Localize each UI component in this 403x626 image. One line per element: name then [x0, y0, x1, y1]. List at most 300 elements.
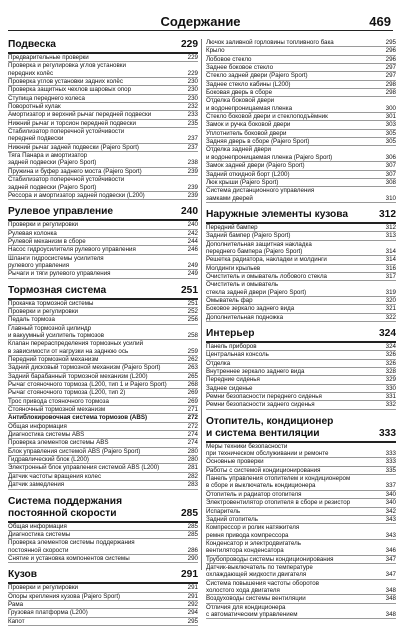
- toc-entry[interactable]: [206, 297, 396, 305]
- entry-title: Рычаг стояночного тормоза (L200, тип 1 и Pajero Sport): [8, 381, 167, 389]
- entry-page: 305: [385, 138, 396, 146]
- entry-title: Амортизатор и верхний рычаг передней подвески: [8, 111, 152, 119]
- entry-page: 271: [187, 406, 198, 414]
- toc-entry[interactable]: [8, 144, 198, 152]
- entry-title: Рулевой механизм в сборе: [8, 237, 86, 245]
- section-heading[interactable]: [206, 416, 396, 443]
- entry-title: Передние сиденья: [206, 376, 260, 384]
- toc-entry[interactable]: [206, 475, 396, 491]
- entry-title: Рессора и амортизатор задней подвески (L200): [8, 191, 145, 199]
- entry-page: 310: [385, 194, 396, 202]
- toc-entry[interactable]: [206, 343, 396, 351]
- toc-entry[interactable]: [206, 187, 396, 203]
- entry-title: Предварительные проверки: [8, 54, 89, 61]
- section-title: Интерьер: [206, 328, 255, 339]
- section-title: Отопитель, кондиционер и система вентиляции: [206, 415, 334, 439]
- toc-entry[interactable]: [8, 54, 198, 62]
- entry-title: Проверки и регулировки: [8, 584, 78, 592]
- entry-page: 337: [385, 482, 396, 490]
- entry-page: 298: [385, 80, 396, 88]
- entry-title: Проверка и регулировка углов установки передних колёс: [8, 62, 126, 77]
- entry-page: 249: [187, 261, 198, 269]
- entry-title: Основные проверки: [206, 458, 264, 466]
- toc-entry[interactable]: [206, 458, 396, 466]
- toc-entry[interactable]: [8, 238, 198, 246]
- entry-page: 239: [187, 191, 198, 199]
- entry-page: 347: [385, 555, 396, 563]
- entry-title: Капот: [8, 617, 25, 625]
- entry-title: Решетка радиатора, накладки и молдинги: [206, 256, 327, 264]
- entry-title: Трос привода стояночного тормоза: [8, 397, 109, 405]
- entry-page: 269: [187, 389, 198, 397]
- toc-entry[interactable]: [206, 256, 396, 264]
- entry-page: 326: [385, 351, 396, 359]
- toc-entry[interactable]: [8, 439, 198, 447]
- entry-page: 347: [385, 571, 396, 579]
- toc-entry[interactable]: [8, 356, 198, 364]
- entry-title: Датчик-выключатель по температуре охлаждающей жидкости двигателя: [206, 563, 313, 579]
- toc-entry[interactable]: [8, 255, 198, 271]
- entry-title: Насос гидроусилителя рулевого управления: [8, 246, 136, 254]
- toc-entry[interactable]: [206, 224, 396, 232]
- toc-entry[interactable]: [8, 230, 198, 238]
- entry-title: Боковое зеркало заднего вида: [206, 305, 295, 313]
- entry-title: Боковая дверь в сборе: [206, 89, 273, 97]
- entry-page: 312: [385, 223, 396, 231]
- toc-entry[interactable]: [8, 62, 198, 78]
- toc-entry[interactable]: [206, 376, 396, 384]
- toc-entry[interactable]: [8, 120, 198, 128]
- toc-entry[interactable]: [8, 308, 198, 316]
- page-header: [8, 14, 393, 31]
- entry-title: Отличия для кондиционера с автоматическим управлением: [206, 603, 298, 618]
- entry-page: 280: [187, 456, 198, 464]
- column-divider: [201, 39, 202, 570]
- entry-page: 237: [187, 143, 198, 151]
- entry-title: Крыло: [206, 47, 225, 55]
- section-page: 324: [379, 328, 396, 339]
- entry-title: Нижний рычаг и торсион передней подвески: [8, 119, 136, 127]
- section-title: Тормозная система: [8, 284, 107, 296]
- entry-page: 285: [187, 522, 198, 530]
- toc-entry[interactable]: [8, 325, 198, 341]
- entry-title: Система дистанционного управления замками дверей: [206, 187, 315, 202]
- toc-entry[interactable]: [206, 499, 396, 507]
- entry-page: 335: [385, 466, 396, 474]
- entry-page: 258: [187, 331, 198, 339]
- toc-entry[interactable]: [8, 270, 198, 278]
- entry-page: 239: [187, 167, 198, 175]
- entry-page: 295: [187, 617, 198, 625]
- entry-page: 283: [187, 481, 198, 489]
- toc-entry[interactable]: [206, 138, 396, 146]
- entry-page: 281: [187, 464, 198, 472]
- toc-entry[interactable]: [206, 443, 396, 459]
- entry-page: 300: [385, 104, 396, 112]
- entry-title: Проверка элементов системы поддержания постоянной скорости: [8, 539, 135, 554]
- entry-title: Датчик частоты вращения колес: [8, 472, 102, 480]
- toc-entry[interactable]: [206, 305, 396, 313]
- toc-entry[interactable]: [206, 393, 396, 401]
- entry-page: 294: [187, 609, 198, 617]
- entry-title: Люк крыши (Pajero Sport): [206, 178, 279, 186]
- toc-entry[interactable]: [206, 179, 396, 187]
- toc-entry[interactable]: [206, 162, 396, 170]
- entry-title: Задний барабанный тормозной механизм (L200): [8, 372, 148, 380]
- section-title: Кузов: [8, 569, 38, 581]
- entry-title: Общая информация: [8, 422, 67, 430]
- entry-title: Диагностика системы: [8, 530, 71, 538]
- toc-entry[interactable]: [206, 385, 396, 393]
- toc-entry[interactable]: [206, 368, 396, 376]
- entry-title: Проверки и регулировки: [8, 221, 78, 229]
- entry-page: 246: [187, 246, 198, 254]
- toc-entry[interactable]: [8, 584, 198, 592]
- entry-title: Стекло боковой двери и стеклоподъёмник: [206, 113, 328, 121]
- toc-entry[interactable]: [8, 95, 198, 103]
- entry-page: 230: [187, 86, 198, 94]
- entry-page: 259: [187, 347, 198, 355]
- toc-subsection[interactable]: [8, 414, 198, 422]
- toc-entry[interactable]: [206, 508, 396, 516]
- entry-page: 235: [187, 119, 198, 127]
- toc-entry[interactable]: [206, 401, 396, 409]
- toc-entry[interactable]: [206, 81, 396, 89]
- entry-title: Стабилизатор поперечной устойчивости передней подвески: [8, 128, 125, 143]
- entry-page: 229: [187, 54, 198, 61]
- toc-entry[interactable]: [8, 300, 198, 308]
- entry-title: Внутреннее зеркало заднего вида: [206, 368, 305, 376]
- entry-title: Прокачка тормозной системы: [8, 299, 94, 307]
- section-page: 229: [181, 39, 198, 50]
- toc-left-column: [8, 39, 198, 626]
- entry-title: Электронный блок управления системой ABS (L200): [8, 464, 160, 472]
- entry-page: 285: [187, 530, 198, 538]
- toc-entry[interactable]: [206, 146, 396, 162]
- entry-page: 232: [187, 103, 198, 111]
- page-number: 469: [369, 14, 391, 29]
- toc-entry[interactable]: [8, 593, 198, 601]
- entry-page: 229: [187, 69, 198, 77]
- entry-title: Рычаги и тяги рулевого управления: [8, 270, 111, 278]
- entry-title: Заднее боковое стекло: [206, 64, 274, 72]
- entry-page: 240: [187, 221, 198, 229]
- toc-entry[interactable]: [206, 56, 396, 64]
- entry-title: Очиститель и омыватель лобового стекла: [206, 272, 327, 280]
- section-heading[interactable]: [206, 209, 396, 224]
- toc-entry[interactable]: [8, 609, 198, 617]
- entry-page: 308: [385, 178, 396, 186]
- toc-entry[interactable]: [206, 241, 396, 257]
- toc-entry[interactable]: [206, 540, 396, 556]
- entry-page: 230: [187, 78, 198, 86]
- section-heading[interactable]: [8, 569, 198, 584]
- toc-entry[interactable]: [8, 531, 198, 539]
- entry-page: 274: [187, 431, 198, 439]
- entry-title: Стекло задней двери (Pajero Sport): [206, 72, 308, 80]
- toc-entry[interactable]: [8, 78, 198, 86]
- toc-entry[interactable]: [206, 314, 396, 322]
- entry-page: 340: [385, 490, 396, 498]
- entry-title: Стабилизатор поперечной устойчивости задней подвески (Pajero Sport): [8, 176, 125, 191]
- entry-title: Воздуховоды системы вентиляции: [206, 595, 306, 603]
- entry-page: 343: [385, 531, 396, 539]
- toc-entry[interactable]: [206, 232, 396, 240]
- toc-entry[interactable]: [206, 97, 396, 113]
- toc-entry[interactable]: [8, 86, 198, 94]
- entry-page: 272: [187, 414, 198, 422]
- toc-entry[interactable]: [8, 373, 198, 381]
- toc-entry[interactable]: [206, 171, 396, 179]
- entry-title: Омыватель фар: [206, 296, 253, 304]
- entry-title: Передний тормозной механизм: [8, 356, 99, 363]
- toc-entry[interactable]: [206, 360, 396, 368]
- entry-page: 322: [385, 313, 396, 321]
- toc-entry[interactable]: [206, 72, 396, 80]
- section-title: Наружные элементы кузова: [206, 208, 349, 220]
- toc-entry[interactable]: [206, 556, 396, 564]
- toc-entry[interactable]: [8, 398, 198, 406]
- entry-title: Проверка элементов системы ABS: [8, 439, 109, 447]
- entry-page: 291: [187, 584, 198, 592]
- entry-title: Молдинги крыльев: [206, 264, 261, 272]
- toc-entry[interactable]: [8, 340, 198, 356]
- toc-entry[interactable]: [8, 389, 198, 397]
- toc-entry[interactable]: [206, 604, 396, 620]
- entry-title: Гидравлический блок (L200): [8, 456, 89, 464]
- entry-title: Грузовая платформа (L200): [8, 609, 88, 617]
- toc-entry[interactable]: [8, 364, 198, 372]
- entry-page: 330: [385, 384, 396, 392]
- entry-page: 290: [187, 554, 198, 562]
- entry-page: 282: [187, 472, 198, 480]
- toc-entry[interactable]: [8, 464, 198, 472]
- toc-entry[interactable]: [8, 555, 198, 563]
- entry-title: Конденсатор и электродвигатель вентилятора конденсатора: [206, 539, 301, 555]
- entry-page: 307: [385, 170, 396, 178]
- toc-entry[interactable]: [8, 103, 198, 111]
- toc-entry[interactable]: [8, 523, 198, 531]
- toc-entry[interactable]: [8, 539, 198, 555]
- entry-page: 242: [187, 229, 198, 237]
- section-page: 251: [181, 284, 198, 296]
- toc-entry[interactable]: [8, 423, 198, 431]
- toc-entry[interactable]: [206, 595, 396, 603]
- entry-page: 233: [187, 111, 198, 119]
- toc-entry[interactable]: [8, 456, 198, 464]
- entry-page: 329: [385, 376, 396, 384]
- toc-entry[interactable]: [8, 221, 198, 229]
- entry-title: Дополнительная защитная накладка переднего бампера (Pajero Sport): [206, 240, 312, 255]
- entry-page: 314: [385, 247, 396, 255]
- entry-page: 348: [385, 595, 396, 603]
- entry-title: Дополнительная подножка: [206, 313, 284, 321]
- toc-entry[interactable]: [206, 121, 396, 129]
- entry-title: Отопитель и радиатор отопителя: [206, 490, 302, 498]
- entry-title: Диагностика системы ABS: [8, 431, 85, 439]
- entry-page: 331: [385, 393, 396, 401]
- toc-entry[interactable]: [206, 351, 396, 359]
- entry-page: 319: [385, 288, 396, 296]
- entry-title: Ремни безопасности заднего сиденья: [206, 401, 315, 409]
- entry-page: 314: [385, 256, 396, 264]
- entry-page: 326: [385, 359, 396, 367]
- entry-page: 297: [385, 72, 396, 80]
- entry-page: 265: [187, 372, 198, 380]
- entry-title: Педаль тормоза: [8, 316, 55, 324]
- entry-page: 320: [385, 296, 396, 304]
- entry-page: 297: [385, 64, 396, 72]
- entry-page: 272: [187, 422, 198, 430]
- entry-page: 316: [385, 264, 396, 272]
- toc-entry[interactable]: [8, 111, 198, 119]
- entry-page: 262: [187, 356, 198, 363]
- toc-entry[interactable]: [8, 192, 198, 200]
- section-heading[interactable]: [8, 285, 198, 300]
- toc-entry[interactable]: [8, 152, 198, 168]
- entry-title: Пружина и буфер заднего моста (Pajero Sport): [8, 167, 142, 175]
- section-heading[interactable]: [206, 328, 396, 343]
- entry-title: Проверка защитных чехлов шаровых опор: [8, 86, 132, 94]
- entry-title: Задний отопитель: [206, 515, 258, 523]
- toc-entry[interactable]: [8, 168, 198, 176]
- entry-page: 286: [187, 546, 198, 554]
- entry-title: Проверка углов установки задних колёс: [8, 78, 123, 86]
- entry-title: Уплотнитель боковой двери: [206, 129, 287, 137]
- entry-title: Блок управления системой ABS (Pajero Sport): [8, 447, 141, 455]
- entry-title: Система повышения частоты оборотов холостого хода двигателя: [206, 579, 320, 594]
- entry-page: 348: [385, 586, 396, 594]
- entry-title: Главный тормозной цилиндр и вакуумный усилитель тормозов: [8, 324, 104, 339]
- entry-title: Задний бампер (Pajero Sport): [206, 232, 291, 240]
- section-heading[interactable]: [8, 496, 198, 523]
- entry-title: Рама: [8, 600, 24, 608]
- entry-title: Опоры крепления кузова (Pajero Sport): [8, 592, 121, 600]
- toc-entry[interactable]: [206, 39, 396, 47]
- toc-entry[interactable]: [8, 316, 198, 324]
- entry-page: 348: [385, 610, 396, 618]
- entry-page: 332: [385, 401, 396, 409]
- section-page: 240: [181, 206, 198, 218]
- entry-title: Проверки и регулировки: [8, 307, 78, 315]
- entry-title: Компрессор и ролик натяжителя ремня привода компрессора: [206, 524, 300, 539]
- entry-page: 306: [385, 153, 396, 161]
- toc-entry[interactable]: [206, 64, 396, 72]
- toc-entry[interactable]: [206, 580, 396, 596]
- entry-title: Замок задней двери (Pajero Sport): [206, 162, 305, 170]
- toc-entry[interactable]: [8, 601, 198, 609]
- entry-title: Передний бампер: [206, 223, 258, 231]
- toc-entry[interactable]: [8, 431, 198, 439]
- entry-page: 340: [385, 499, 396, 507]
- entry-page: 342: [385, 507, 396, 515]
- entry-page: 251: [187, 299, 198, 307]
- entry-page: 256: [187, 316, 198, 324]
- entry-page: 237: [187, 135, 198, 143]
- toc-entry[interactable]: [8, 618, 198, 626]
- toc-entry[interactable]: [206, 467, 396, 475]
- entry-title: Тяга Панара и амортизатор задней подвески (Pajero Sport): [8, 152, 97, 167]
- entry-page: 317: [385, 272, 396, 280]
- entry-page: 313: [385, 232, 396, 240]
- entry-page: 268: [187, 381, 198, 389]
- entry-title: Заднее сиденье: [206, 384, 253, 392]
- entry-page: 239: [187, 183, 198, 191]
- entry-page: 298: [385, 89, 396, 97]
- toc-entry[interactable]: [8, 406, 198, 414]
- entry-page: 346: [385, 547, 396, 555]
- entry-page: 324: [385, 343, 396, 350]
- entry-title: Ремни безопасности переднего сиденья: [206, 393, 322, 401]
- toc-entry[interactable]: [8, 473, 198, 481]
- entry-page: 291: [187, 592, 198, 600]
- entry-title: Заднее стекло кабины (L200): [206, 80, 291, 88]
- section-title: Рулевое управление: [8, 206, 114, 218]
- entry-title: Отделка задней двери и водонепроницаемая пленка (Pajero Sport): [206, 146, 333, 161]
- section-page: 312: [379, 208, 396, 220]
- entry-title: Лючок заливной горловины топливного бака: [206, 39, 334, 46]
- toc-entry[interactable]: [206, 273, 396, 281]
- entry-title: Панель приборов: [206, 343, 257, 350]
- entry-title: Снятие и установка компонентов системы: [8, 554, 130, 562]
- entry-title: Центральная консоль: [206, 351, 269, 359]
- toc-entry[interactable]: [206, 516, 396, 524]
- entry-title: Задний откидной борт (L200): [206, 170, 290, 178]
- toc-entry[interactable]: [8, 448, 198, 456]
- entry-title: Испаритель: [206, 507, 241, 515]
- entry-title: Трубопроводы системы кондиционирования: [206, 555, 334, 563]
- toc-entry[interactable]: [206, 265, 396, 273]
- section-page: 285: [181, 507, 198, 519]
- entry-title: Шланги гидросистемы усилителя рулевого управления: [8, 254, 104, 269]
- entry-page: 269: [187, 397, 198, 405]
- entry-title: Лобовое стекло: [206, 55, 252, 63]
- section-heading[interactable]: [8, 39, 198, 54]
- toc-entry[interactable]: [206, 524, 396, 540]
- toc-entry[interactable]: [8, 381, 198, 389]
- toc-entry[interactable]: [206, 281, 396, 297]
- toc-entry[interactable]: [8, 481, 198, 489]
- entry-page: 244: [187, 237, 198, 245]
- entry-page: 295: [385, 39, 396, 46]
- entry-title: Замок и ручка боковой двери: [206, 121, 291, 129]
- entry-title: Общая информация: [8, 522, 67, 530]
- section-heading[interactable]: [8, 206, 198, 221]
- entry-title: Меры техники безопасности при техническом обслуживании и ремонте: [206, 442, 329, 458]
- toc-right-column: [206, 39, 396, 619]
- entry-title: Электровентилятор отопителя в сборе и резистор: [206, 499, 351, 507]
- toc-entry[interactable]: [206, 564, 396, 580]
- toc-entry[interactable]: [8, 128, 198, 144]
- toc-entry[interactable]: [206, 89, 396, 97]
- toc-entry[interactable]: [206, 47, 396, 55]
- toc-entry[interactable]: [206, 491, 396, 499]
- toc-entry[interactable]: [206, 130, 396, 138]
- entry-title: Отделка: [206, 359, 231, 367]
- entry-page: 307: [385, 162, 396, 170]
- toc-entry[interactable]: [206, 113, 396, 121]
- entry-title: Задняя дверь в сборе (Pajero Sport): [206, 138, 310, 146]
- entry-page: 296: [385, 55, 396, 63]
- toc-entry[interactable]: [8, 176, 198, 192]
- entry-title: Очиститель и омыватель стекла задней двери (Pajero Sport): [206, 281, 307, 296]
- entry-page: 263: [187, 364, 198, 372]
- entry-title: Панель управления отопителем и кондиционером в сборе и выключатель кондиционера: [206, 475, 351, 490]
- toc-entry[interactable]: [8, 246, 198, 254]
- entry-page: 321: [385, 305, 396, 313]
- entry-page: 343: [385, 515, 396, 523]
- section-title: Система поддержания постоянной скорости: [8, 495, 123, 519]
